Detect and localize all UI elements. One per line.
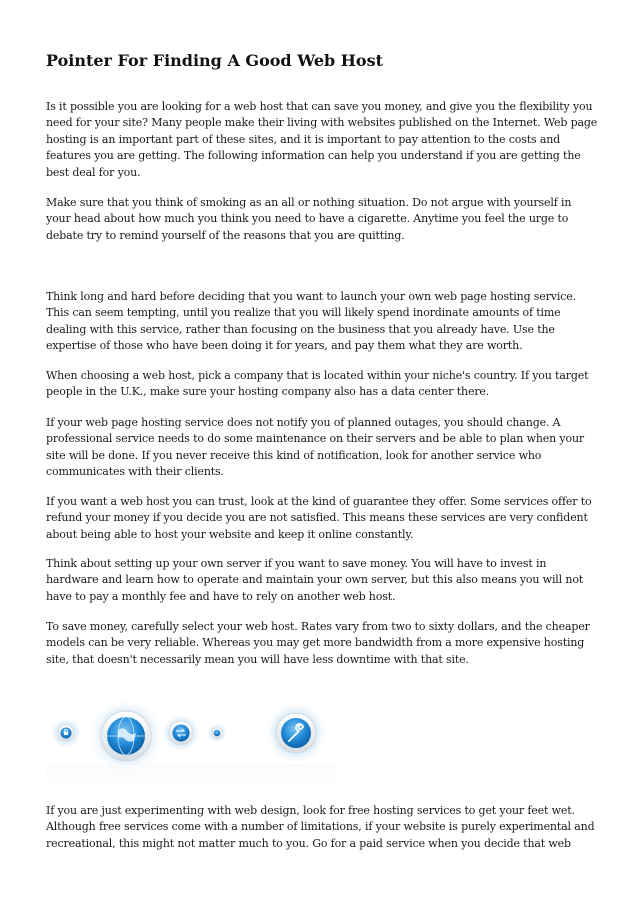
text-line: To save money, carefully select your web host. Rates vary from two to sixty dollars, and the cheaper [46,620,590,633]
paragraph-3 [46,289,594,355]
globe-icon [88,700,164,774]
text-line: If you want a web host you can trust, look at the kind of guarantee they offer. Some services offer to [46,495,592,508]
text-line: your head about how much you think you need to have a cigarette. Anytime you feel the urge to [46,212,569,226]
text-line: This can seem tempting, until you realize that you will likely spend inordinate amounts of time [46,306,561,320]
text-line: models can be very reliable. Whereas you may get more bandwidth from a more expensive hosting [46,636,585,650]
text-line: need for your site? Many people make their living with websites published on the Internet. Web page [46,116,598,130]
lock-icon [50,717,82,749]
text-line: If you are just experimenting with web design, look for free hosting services to get your feet wet. [46,804,575,817]
paragraph-7 [46,556,594,605]
text-line: features you are getting. The following information can help you understand if you are getting the [46,149,581,163]
text-line: people in the U.K., make sure your hosting company also has a data center there. [46,385,490,399]
text-line: Although free services come with a number of limitations, if your website is purely experimental and [46,820,595,834]
text-line: recreational, this might not matter much to you. Go for a paid service when you decide that web [46,836,571,850]
text-line: professional service needs to do some maintenance on their servers and be able to plan when your [46,432,585,446]
text-line: best deal for you. [46,165,141,179]
text-line: Think long and hard before deciding that you want to launch your own web page hosting service. [46,290,576,303]
text-line: hosting is an important part of these sites, and it is important to pay attention to the costs and [46,132,561,146]
text-line: expertise of those who have been doing it for years, and pay them what they are worth. [46,339,523,353]
text-line: have to pay a monthly fee and have to rely on another web host. [46,589,396,603]
paragraph-5 [46,415,594,481]
paragraph-8 [46,619,594,668]
text-line: site will be done. If you never receive this kind of notification, look for another service who [46,448,542,462]
text-line: debate try to remind yourself of the reasons that you are quitting. [46,228,405,242]
text-line: Think about setting up your own server if you want to save money. You will have to invest in [46,557,547,570]
transfer-icon [161,713,201,753]
text-line: dealing with this service, rather than focusing on the business that you already have. Use the [46,322,555,336]
page-title: Pointer For Finding A Good Web Host [46,51,383,70]
paragraph-6 [46,494,594,543]
text-line: hardware and learn how to operate and maintain your own server, but this also means you will not [46,573,584,587]
hosting-icons-image [46,700,336,790]
text-line: When choosing a web host, pick a company that is located within your niche's country. If you target [46,369,589,382]
paragraph-9 [46,803,594,852]
icon-reflection [46,764,336,790]
paragraph-4 [46,368,594,401]
text-line: If your web page hosting service does not notify you of planned outages, you should change. A [46,416,561,429]
text-line: refund your money if you decide you are not satisfied. This means these services are very confident [46,511,588,525]
text-line: about being able to host your website and keep it online constantly. [46,527,414,541]
text-line: site, that doesn't necessarily mean you will have less downtime with that site. [46,652,469,666]
dots-icon [207,723,227,743]
paragraph-1 [46,99,598,181]
paragraph-2 [46,195,594,244]
text-line: Make sure that you think of smoking as an all or nothing situation. Do not argue with yourself in [46,196,572,209]
text-line: communicates with their clients. [46,465,224,479]
text-line: Is it possible you are looking for a web host that can save you money, and give you the flexibility you [46,100,593,113]
wrench-icon [264,701,328,765]
